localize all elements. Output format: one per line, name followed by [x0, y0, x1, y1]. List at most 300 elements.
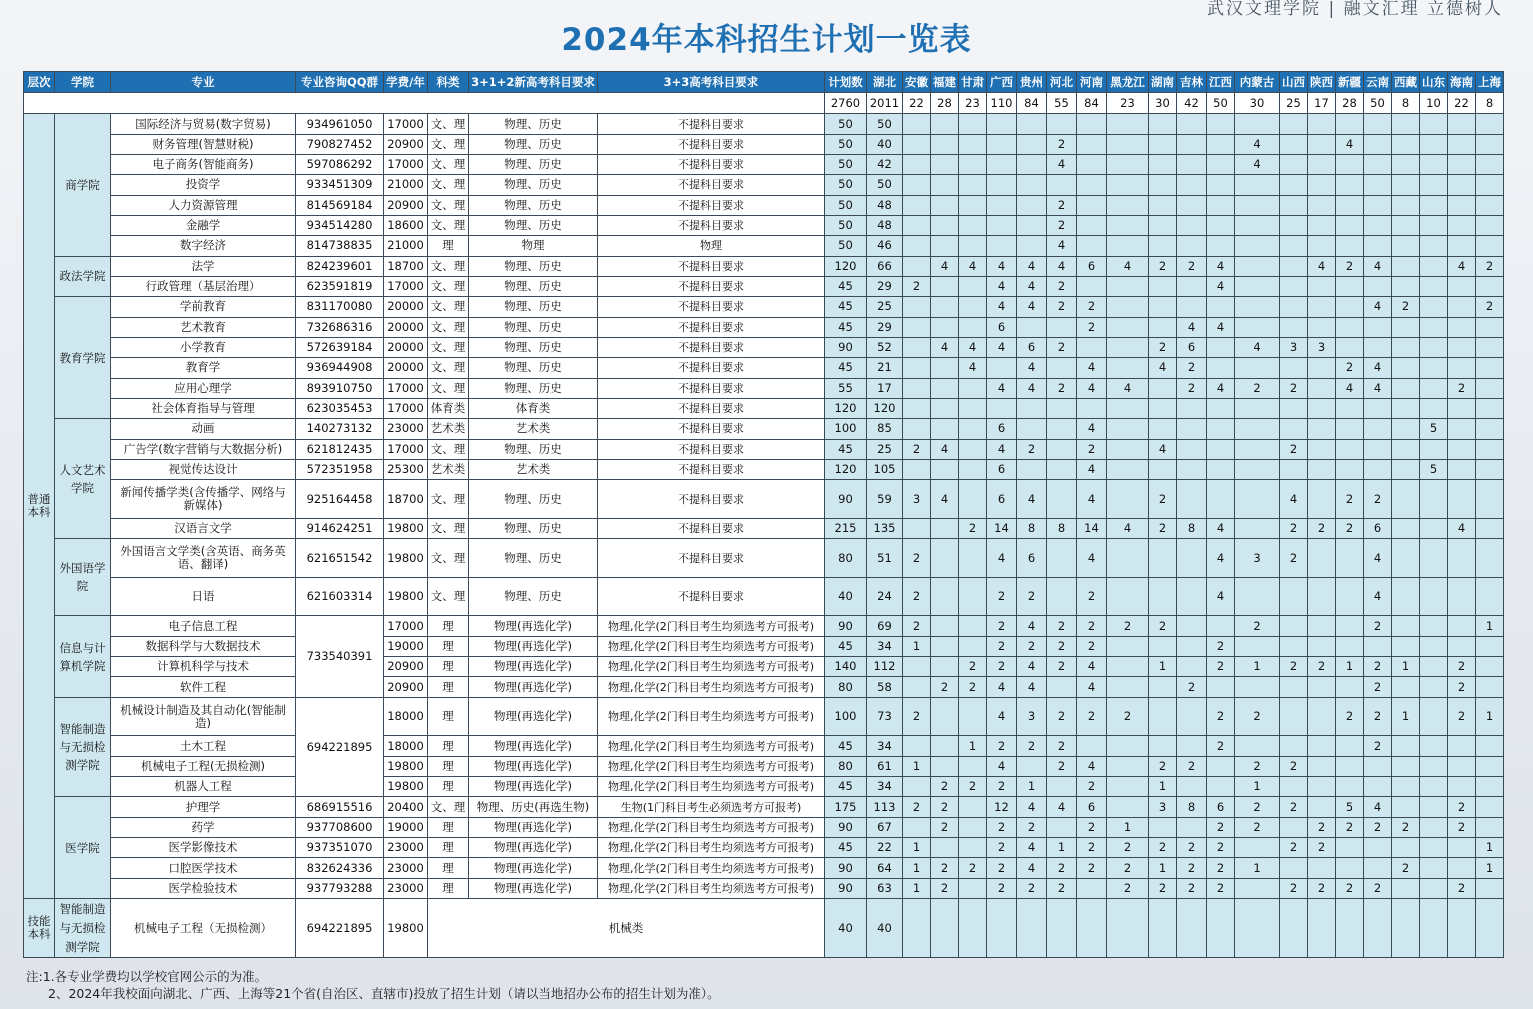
- major-cell: 教育学: [111, 358, 296, 378]
- major-cell: 药学: [111, 817, 296, 837]
- province-count-cell: [1364, 838, 1392, 858]
- province-count-cell: [1207, 134, 1235, 154]
- province-count-cell: 4: [931, 439, 959, 459]
- province-count-cell: 2: [1336, 817, 1364, 837]
- table-row: [24, 378, 1504, 398]
- college-cell: 人文艺术学院: [55, 419, 111, 539]
- province-count-cell: 4: [987, 297, 1017, 317]
- province-count-cell: [1448, 899, 1476, 958]
- province-count-cell: 2: [1047, 756, 1077, 776]
- province-count-cell: 4: [1364, 577, 1392, 616]
- province-count-cell: [931, 657, 959, 677]
- category-cell: 文、理: [428, 195, 469, 215]
- fee-cell: 18600: [384, 215, 428, 235]
- province-count-cell: 6: [1364, 518, 1392, 538]
- major-cell: 机械电子工程(无损检测): [111, 756, 296, 776]
- province-count-cell: 2: [1235, 817, 1280, 837]
- province-count-cell: [1017, 155, 1047, 175]
- province-count-cell: [1149, 175, 1177, 195]
- fee-cell: 17000: [384, 114, 428, 134]
- province-count-cell: [959, 276, 987, 296]
- province-count-cell: [1280, 175, 1308, 195]
- table-row: [24, 677, 1504, 697]
- province-count-cell: [959, 636, 987, 656]
- province-count-cell: [903, 317, 931, 337]
- province-count-cell: [1107, 677, 1149, 697]
- province-count-cell: [959, 236, 987, 256]
- province-count-cell: [1207, 899, 1235, 958]
- province-count-cell: [1476, 378, 1504, 398]
- major-cell: 金融学: [111, 215, 296, 235]
- table-row: [24, 756, 1504, 776]
- category-cell: 文、理: [428, 276, 469, 296]
- fee-cell: 17000: [384, 378, 428, 398]
- province-count-cell: [1420, 777, 1448, 797]
- province-count-cell: [1280, 297, 1308, 317]
- major-cell: 汉语言文学: [111, 518, 296, 538]
- fee-cell: 17000: [384, 398, 428, 418]
- province-count-cell: [1107, 797, 1149, 817]
- subject-312-cell: 物理(再选化学): [469, 777, 598, 797]
- total-cell: 110: [987, 93, 1017, 114]
- province-count-cell: [1235, 636, 1280, 656]
- province-count-cell: [1420, 358, 1448, 378]
- province-count-cell: 4: [1448, 256, 1476, 276]
- province-count-cell: 4: [931, 256, 959, 276]
- column-header: 学费/年: [384, 72, 428, 93]
- province-count-cell: 2: [1149, 337, 1177, 357]
- province-count-cell: [1280, 134, 1308, 154]
- province-count-cell: 2: [1077, 777, 1107, 797]
- province-count-cell: [1336, 838, 1364, 858]
- major-cell: 数字经济: [111, 236, 296, 256]
- plan-count-cell: 50: [825, 155, 867, 175]
- category-cell: 理: [428, 878, 469, 898]
- province-count-cell: 4: [1364, 539, 1392, 578]
- province-count-cell: [1476, 636, 1504, 656]
- province-count-cell: 4: [1235, 155, 1280, 175]
- province-count-cell: [1308, 577, 1336, 616]
- qq-group-cell: 925164458: [296, 480, 384, 519]
- column-header: 江西: [1207, 72, 1235, 93]
- province-count-cell: [1448, 215, 1476, 235]
- province-count-cell: [1336, 215, 1364, 235]
- province-count-cell: [1280, 256, 1308, 276]
- province-count-cell: [1476, 777, 1504, 797]
- province-count-cell: [1308, 697, 1336, 736]
- province-count-cell: [1077, 215, 1107, 235]
- province-count-cell: [931, 134, 959, 154]
- qq-group-cell: 572639184: [296, 337, 384, 357]
- major-cell: 软件工程: [111, 677, 296, 697]
- province-count-cell: [1177, 616, 1207, 636]
- province-count-cell: 2: [1047, 858, 1077, 878]
- province-count-cell: [1476, 317, 1504, 337]
- subject-33-cell: 物理,化学(2门科目考生均须选考方可报考): [598, 817, 825, 837]
- table-row: [24, 459, 1504, 479]
- column-header: 3+1+2新高考科目要求: [469, 72, 598, 93]
- province-count-cell: [1149, 899, 1177, 958]
- major-cell: 计算机科学与技术: [111, 657, 296, 677]
- major-cell: 学前教育: [111, 297, 296, 317]
- province-count-cell: [1420, 899, 1448, 958]
- province-count-cell: [1207, 297, 1235, 317]
- province-count-cell: [987, 175, 1017, 195]
- province-count-cell: 2: [931, 777, 959, 797]
- province-count-cell: [1336, 236, 1364, 256]
- subject-33-cell: 物理,化学(2门科目考生均须选考方可报考): [598, 697, 825, 736]
- subject-33-cell: 不提科目要求: [598, 358, 825, 378]
- province-count-cell: [987, 134, 1017, 154]
- province-count-cell: 2: [1364, 480, 1392, 519]
- subject-312-cell: 物理(再选化学): [469, 697, 598, 736]
- province-count-cell: [1149, 697, 1177, 736]
- province-count-cell: [1420, 317, 1448, 337]
- province-count-cell: [959, 195, 987, 215]
- province-count-cell: [1476, 518, 1504, 538]
- province-count-cell: 2: [987, 858, 1017, 878]
- province-count-cell: [959, 175, 987, 195]
- province-count-cell: 6: [987, 419, 1017, 439]
- province-count-cell: [1047, 899, 1077, 958]
- province-count-cell: [903, 134, 931, 154]
- category-cell: 文、理: [428, 215, 469, 235]
- qq-group-cell: 832624336: [296, 858, 384, 878]
- province-count-cell: 4: [1077, 480, 1107, 519]
- province-count-cell: [1420, 878, 1448, 898]
- column-header: 层次: [24, 72, 55, 93]
- province-count-cell: [931, 398, 959, 418]
- province-count-cell: [1280, 114, 1308, 134]
- plan-count-cell: 45: [825, 736, 867, 756]
- province-count-cell: [1107, 134, 1149, 154]
- province-count-cell: 2: [1207, 858, 1235, 878]
- province-count-cell: 2: [1364, 616, 1392, 636]
- fee-cell: 19000: [384, 817, 428, 837]
- province-count-cell: [987, 195, 1017, 215]
- province-count-cell: 2: [959, 777, 987, 797]
- province-count-cell: [1336, 636, 1364, 656]
- province-count-cell: [1177, 636, 1207, 656]
- plan-count-cell: 48: [867, 195, 903, 215]
- major-cell: 机械电子工程（无损检测）: [111, 899, 296, 958]
- province-count-cell: 1: [903, 636, 931, 656]
- province-count-cell: [1448, 195, 1476, 215]
- province-count-cell: [1448, 175, 1476, 195]
- total-cell: 10: [1420, 93, 1448, 114]
- province-count-cell: [1392, 114, 1420, 134]
- province-count-cell: 2: [1476, 256, 1504, 276]
- province-count-cell: [1336, 777, 1364, 797]
- province-count-cell: [1235, 677, 1280, 697]
- province-count-cell: [1177, 276, 1207, 296]
- province-count-cell: [1336, 677, 1364, 697]
- province-count-cell: [1280, 697, 1308, 736]
- province-count-cell: [903, 358, 931, 378]
- province-count-cell: [931, 358, 959, 378]
- province-count-cell: [1392, 175, 1420, 195]
- subject-33-cell: 不提科目要求: [598, 297, 825, 317]
- major-cell: 电子商务(智能商务): [111, 155, 296, 175]
- province-count-cell: [1476, 134, 1504, 154]
- table-row: [24, 616, 1504, 636]
- province-count-cell: 4: [959, 337, 987, 357]
- province-count-cell: 4: [1207, 256, 1235, 276]
- province-count-cell: [931, 616, 959, 636]
- province-count-cell: [1107, 195, 1149, 215]
- province-count-cell: [1235, 459, 1280, 479]
- major-cell: 电子信息工程: [111, 616, 296, 636]
- total-cell: 25: [1280, 93, 1308, 114]
- province-count-cell: [1177, 459, 1207, 479]
- province-count-cell: 2: [1077, 297, 1107, 317]
- province-count-cell: [959, 797, 987, 817]
- province-count-cell: [1448, 577, 1476, 616]
- province-count-cell: 2: [1336, 480, 1364, 519]
- province-count-cell: [1017, 215, 1047, 235]
- column-header: 学院: [55, 72, 111, 93]
- province-count-cell: [903, 114, 931, 134]
- fee-cell: 21000: [384, 236, 428, 256]
- plan-count-cell: 113: [867, 797, 903, 817]
- province-count-cell: [959, 215, 987, 235]
- province-count-cell: [1047, 398, 1077, 418]
- fee-cell: 18000: [384, 736, 428, 756]
- category-cell: 理: [428, 817, 469, 837]
- province-count-cell: [1392, 756, 1420, 776]
- subject-33-cell: 不提科目要求: [598, 518, 825, 538]
- province-count-cell: [1308, 777, 1336, 797]
- province-count-cell: 14: [987, 518, 1017, 538]
- province-count-cell: [1308, 736, 1336, 756]
- province-count-cell: 2: [1149, 480, 1177, 519]
- subject-312-cell: 物理、历史: [469, 175, 598, 195]
- province-count-cell: [1280, 236, 1308, 256]
- province-count-cell: [1448, 398, 1476, 418]
- college-cell: 智能制造与无损检测学院: [55, 899, 111, 958]
- province-count-cell: [1420, 657, 1448, 677]
- province-count-cell: 2: [1476, 297, 1504, 317]
- province-count-cell: [987, 236, 1017, 256]
- fee-cell: 23000: [384, 419, 428, 439]
- province-count-cell: 4: [987, 697, 1017, 736]
- plan-count-cell: 40: [867, 134, 903, 154]
- province-count-cell: [903, 817, 931, 837]
- province-count-cell: 2: [1149, 518, 1177, 538]
- level-cell: 技能本科: [24, 899, 55, 958]
- subject-312-cell: 物理(再选化学): [469, 838, 598, 858]
- province-count-cell: [1364, 114, 1392, 134]
- province-count-cell: [1107, 236, 1149, 256]
- province-count-cell: [903, 657, 931, 677]
- province-count-cell: 4: [1017, 657, 1047, 677]
- province-count-cell: [1308, 797, 1336, 817]
- province-count-cell: [1107, 175, 1149, 195]
- plan-count-cell: 52: [867, 337, 903, 357]
- empty-cell: [24, 93, 825, 114]
- province-count-cell: 4: [987, 439, 1017, 459]
- province-count-cell: 2: [1149, 878, 1177, 898]
- province-count-cell: 2: [1392, 858, 1420, 878]
- subject-33-cell: 物理,化学(2门科目考生均须选考方可报考): [598, 858, 825, 878]
- province-count-cell: [1280, 155, 1308, 175]
- qq-group-cell: 694221895: [296, 697, 384, 797]
- province-count-cell: [1177, 195, 1207, 215]
- table-row: [24, 337, 1504, 357]
- total-cell: 22: [903, 93, 931, 114]
- province-count-cell: [1207, 777, 1235, 797]
- province-count-cell: [959, 378, 987, 398]
- province-count-cell: [1336, 736, 1364, 756]
- province-count-cell: [1107, 155, 1149, 175]
- province-count-cell: 4: [1017, 358, 1047, 378]
- province-count-cell: [1336, 175, 1364, 195]
- province-count-cell: [1077, 134, 1107, 154]
- province-count-cell: 2: [1047, 878, 1077, 898]
- province-count-cell: 4: [1235, 134, 1280, 154]
- province-count-cell: [1420, 616, 1448, 636]
- province-count-cell: 4: [1207, 539, 1235, 578]
- province-count-cell: [1420, 337, 1448, 357]
- subject-312-cell: 物理(再选化学): [469, 756, 598, 776]
- province-count-cell: [1336, 899, 1364, 958]
- province-count-cell: 2: [1077, 439, 1107, 459]
- province-count-cell: 2: [1107, 878, 1149, 898]
- province-count-cell: 2: [1280, 657, 1308, 677]
- province-count-cell: 4: [1077, 358, 1107, 378]
- province-count-cell: [1149, 378, 1177, 398]
- plan-count-cell: 51: [867, 539, 903, 578]
- province-count-cell: [1336, 577, 1364, 616]
- table-row: [24, 398, 1504, 418]
- table-row: [24, 236, 1504, 256]
- province-count-cell: [1392, 195, 1420, 215]
- province-count-cell: [1047, 777, 1077, 797]
- category-cell: 文、理: [428, 539, 469, 578]
- province-count-cell: [1107, 398, 1149, 418]
- qq-group-cell: 824239601: [296, 256, 384, 276]
- qq-group-cell: 623591819: [296, 276, 384, 296]
- province-count-cell: [1077, 236, 1107, 256]
- qq-group-cell: 733540391: [296, 616, 384, 697]
- province-count-cell: [959, 155, 987, 175]
- plan-count-cell: 120: [825, 398, 867, 418]
- fee-cell: 20000: [384, 317, 428, 337]
- province-count-cell: [959, 317, 987, 337]
- plan-count-cell: 120: [867, 398, 903, 418]
- total-cell: 23: [959, 93, 987, 114]
- province-count-cell: [1280, 215, 1308, 235]
- province-count-cell: 2: [1336, 697, 1364, 736]
- province-count-cell: [1476, 899, 1504, 958]
- fee-cell: 20900: [384, 134, 428, 154]
- province-count-cell: 2: [1047, 337, 1077, 357]
- province-count-cell: [1336, 337, 1364, 357]
- province-count-cell: [1420, 155, 1448, 175]
- totals-row: [24, 93, 1504, 114]
- fee-cell: 19000: [384, 636, 428, 656]
- total-cell: 2760: [825, 93, 867, 114]
- province-count-cell: [1207, 358, 1235, 378]
- province-count-cell: [1149, 736, 1177, 756]
- province-count-cell: [1235, 114, 1280, 134]
- plan-count-cell: 21: [867, 358, 903, 378]
- province-count-cell: [1448, 317, 1476, 337]
- category-cell: 理: [428, 697, 469, 736]
- province-count-cell: [987, 155, 1017, 175]
- province-count-cell: [1336, 114, 1364, 134]
- fee-cell: 20000: [384, 337, 428, 357]
- college-cell: 医学院: [55, 797, 111, 899]
- province-count-cell: 2: [1017, 636, 1047, 656]
- fee-cell: 19800: [384, 756, 428, 776]
- category-cell: 文、理: [428, 439, 469, 459]
- category-cell: 文、理: [428, 114, 469, 134]
- province-count-cell: 2: [1336, 256, 1364, 276]
- province-count-cell: [1177, 297, 1207, 317]
- plan-count-cell: 66: [867, 256, 903, 276]
- subject-312-cell: 物理(再选化学): [469, 616, 598, 636]
- province-count-cell: [1207, 439, 1235, 459]
- province-count-cell: [1420, 736, 1448, 756]
- fee-cell: 20900: [384, 677, 428, 697]
- province-count-cell: 2: [987, 777, 1017, 797]
- fee-cell: 19800: [384, 577, 428, 616]
- province-count-cell: [1107, 756, 1149, 776]
- province-count-cell: 4: [1047, 236, 1077, 256]
- province-count-cell: [1476, 539, 1504, 578]
- subject-33-cell: 物理,化学(2门科目考生均须选考方可报考): [598, 616, 825, 636]
- province-count-cell: 1: [1336, 657, 1364, 677]
- province-count-cell: [1235, 236, 1280, 256]
- fee-cell: 21000: [384, 175, 428, 195]
- province-count-cell: 4: [987, 378, 1017, 398]
- subject-cell: 机械类: [428, 899, 825, 958]
- province-count-cell: 2: [903, 539, 931, 578]
- province-count-cell: [1364, 398, 1392, 418]
- total-cell: 2011: [867, 93, 903, 114]
- plan-count-cell: 45: [825, 636, 867, 656]
- subject-33-cell: 不提科目要求: [598, 459, 825, 479]
- plan-count-cell: 215: [825, 518, 867, 538]
- plan-count-cell: 22: [867, 838, 903, 858]
- province-count-cell: [1047, 317, 1077, 337]
- table-row: [24, 858, 1504, 878]
- province-count-cell: [931, 297, 959, 317]
- fee-cell: 18000: [384, 697, 428, 736]
- subject-312-cell: 物理(再选化学): [469, 657, 598, 677]
- table-row: [24, 539, 1504, 578]
- province-count-cell: [1336, 317, 1364, 337]
- subject-33-cell: 不提科目要求: [598, 317, 825, 337]
- province-count-cell: 4: [1107, 378, 1149, 398]
- plan-count-cell: 80: [825, 677, 867, 697]
- plan-count-cell: 50: [825, 175, 867, 195]
- province-count-cell: [1207, 459, 1235, 479]
- qq-group-cell: 621812435: [296, 439, 384, 459]
- province-count-cell: 4: [1235, 337, 1280, 357]
- subject-312-cell: 物理(再选化学): [469, 817, 598, 837]
- province-count-cell: 2: [1017, 878, 1047, 898]
- province-count-cell: [1336, 155, 1364, 175]
- category-cell: 文、理: [428, 297, 469, 317]
- province-count-cell: [1448, 756, 1476, 776]
- province-count-cell: [1392, 677, 1420, 697]
- subject-312-cell: 物理(再选化学): [469, 878, 598, 898]
- fee-cell: 19800: [384, 777, 428, 797]
- province-count-cell: [1047, 539, 1077, 578]
- province-count-cell: [1149, 577, 1177, 616]
